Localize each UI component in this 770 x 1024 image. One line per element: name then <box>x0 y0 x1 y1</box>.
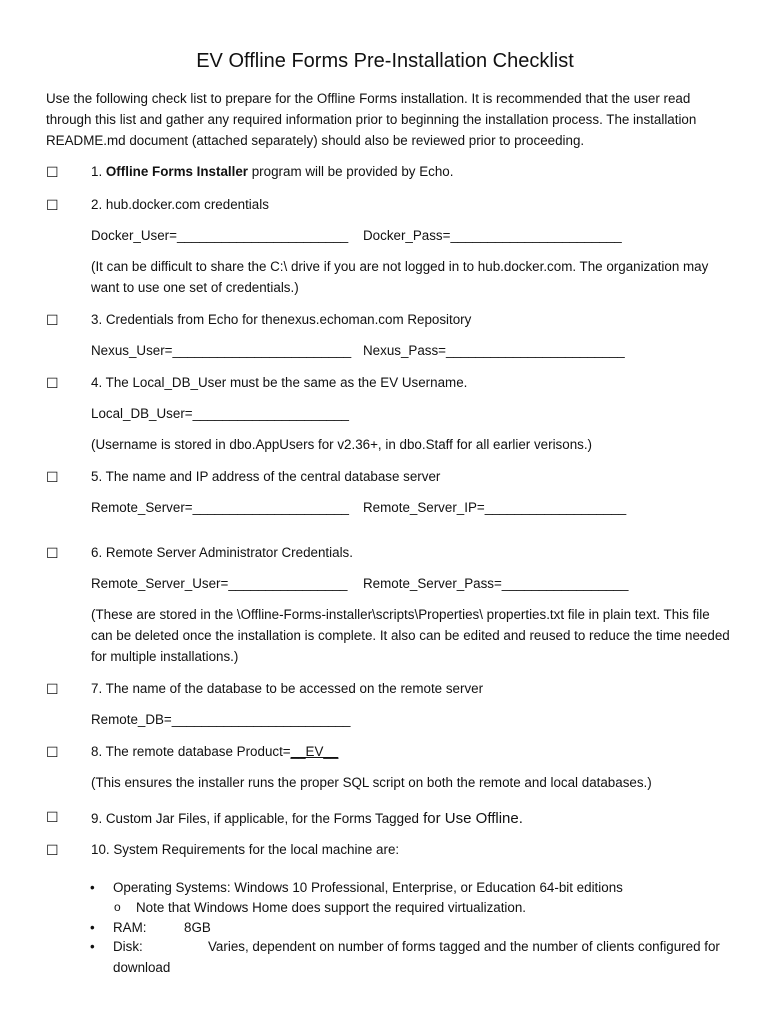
item-5-text: 5. The name and IP address of the central database server <box>91 469 441 484</box>
sub-bullet-icon: o <box>114 900 121 914</box>
item-3-text: 3. Credentials from Echo for thenexus.echoman.com Repository <box>91 312 472 327</box>
req-os-note-item <box>114 898 527 919</box>
item-1-text <box>91 162 453 183</box>
req-disk-label: Disk: <box>113 939 143 954</box>
req-ram-value: 8GB <box>184 920 211 935</box>
req-ram-label: RAM: <box>113 920 147 935</box>
bullet-icon: • <box>90 920 95 935</box>
bullet-icon: • <box>90 880 95 895</box>
item-2-text: 2. hub.docker.com credentials <box>91 197 269 212</box>
checkbox[interactable]: ☐ <box>46 164 59 180</box>
local-db-user-field: Local_DB_User=_____________________ <box>91 406 349 421</box>
item-6-text: 6. Remote Server Administrator Credentials. <box>91 545 353 560</box>
remote-db-field: Remote_DB=________________________ <box>91 712 351 727</box>
req-disk-value: Varies, dependent on number of forms tagged and the number of clients configured for download <box>113 939 720 975</box>
item-number: 1. <box>91 164 106 179</box>
item-8-label: 8. The remote database Product= <box>91 744 291 759</box>
nexus-user-field: Nexus_User=________________________ <box>91 343 352 358</box>
item-8-value: __EV__ <box>290 744 339 759</box>
remote-server-pass-field: Remote_Server_Pass=_________________ <box>363 576 629 591</box>
page-title: EV Offline Forms Pre-Installation Checklist <box>196 50 574 72</box>
checkbox[interactable]: ☐ <box>46 744 59 760</box>
checkbox[interactable]: ☐ <box>46 842 59 858</box>
item-10-text: 10. System Requirements for the local machine are: <box>91 842 400 857</box>
checkbox[interactable]: ☐ <box>46 545 59 561</box>
item-bold-text: Offline Forms Installer <box>105 164 249 179</box>
intro-paragraph: Use the following check list to prepare for the Offline Forms installation. It is recommended that the user read through this list and gather any required information prior to beginning the installation process. The installation README.md document (attached separately) should also be reviewed prior to proceeding. <box>46 91 697 148</box>
item-9-text <box>91 807 523 830</box>
checkbox[interactable]: ☐ <box>46 375 59 391</box>
item-2-note: (It can be difficult to share the C:\ drive if you are not logged in to hub.docker.com. The organization may want to use one set of credentials.) <box>91 259 709 295</box>
checkbox[interactable]: ☐ <box>46 681 59 697</box>
bullet-icon: • <box>90 939 95 954</box>
nexus-pass-field: Nexus_Pass=________________________ <box>363 343 625 358</box>
checkbox[interactable]: ☐ <box>46 469 59 485</box>
checkbox[interactable]: ☐ <box>46 809 59 825</box>
remote-server-user-field: Remote_Server_User=________________ <box>91 576 348 591</box>
item-rest-text: program will be provided by Echo. <box>248 164 454 179</box>
item-8-note: (This ensures the installer runs the proper SQL script on both the remote and local databases.) <box>91 775 652 790</box>
item-8-text <box>91 742 338 763</box>
item-4-note: (Username is stored in dbo.AppUsers for v2.36+, in dbo.Staff for all earlier verisons.) <box>91 437 593 452</box>
docker-user-field: Docker_User=_______________________ <box>91 228 349 243</box>
checkbox[interactable]: ☐ <box>46 197 59 213</box>
item-9-label: 9. Custom Jar Files, if applicable, for the Forms Tagged <box>91 811 419 826</box>
item-4-text: 4. The Local_DB_User must be the same as the EV Username. <box>91 375 468 390</box>
checkbox[interactable]: ☐ <box>46 312 59 328</box>
remote-server-ip-field: Remote_Server_IP=___________________ <box>363 500 627 515</box>
item-6-note: (These are stored in the \Offline-Forms-installer\scripts\Properties\ properties.txt file in plain text. This file can be deleted once the installation is complete. It also can be edited and reused to reduce the time needed for multiple installations.) <box>91 607 730 664</box>
docker-pass-field: Docker_Pass=_______________________ <box>363 228 622 243</box>
item-9-large-text: for Use Offline. <box>418 810 523 827</box>
req-os-text: Operating Systems: Windows 10 Professional, Enterprise, or Education 64-bit editions <box>113 880 623 895</box>
req-os-note-text: Note that Windows Home does support the required virtualization. <box>136 900 527 915</box>
remote-server-field: Remote_Server=_____________________ <box>91 500 349 515</box>
item-7-text: 7. The name of the database to be accessed on the remote server <box>91 681 484 696</box>
